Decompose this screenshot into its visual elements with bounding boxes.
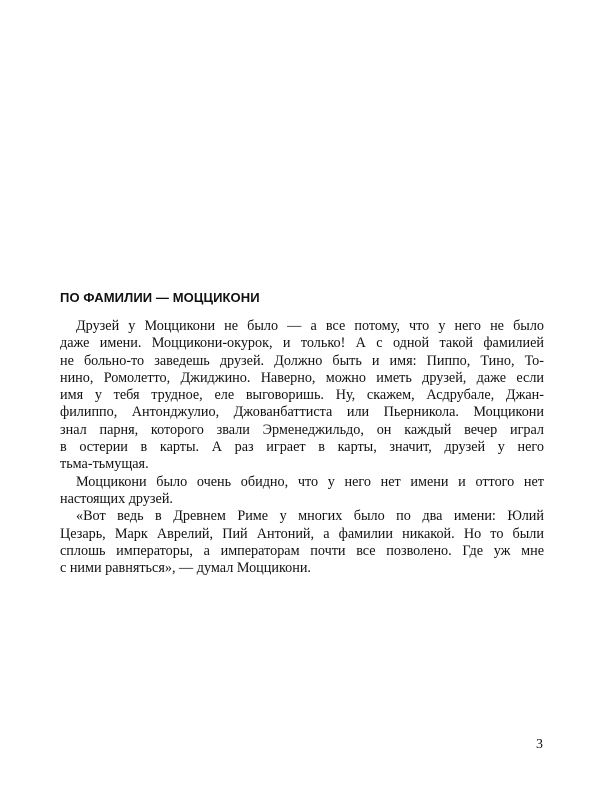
text-line: филиппо, Антонджулио, Джованбаттиста или Пьерникола. Моццикони: [60, 404, 544, 421]
text-line: нино, Ромолетто, Джиджино. Наверно, можно иметь друзей, даже если: [60, 369, 544, 386]
text-line: настоящих друзей.: [60, 490, 173, 507]
paragraph-2: [60, 474, 544, 509]
text-line: Цезарь, Марк Аврелий, Пий Антоний, а фамилии никакой. Но то были: [60, 525, 544, 542]
text-line: имя у тебя трудное, еле выговоришь. Ну, скажем, Асдрубале, Джан-: [60, 387, 544, 404]
text-line: в остерии в карты. А раз играет в карты, значит, друзей у него: [60, 439, 544, 456]
page-number: 3: [536, 737, 543, 752]
text-line: тьма-тьмущая.: [60, 456, 149, 473]
chapter-title: ПО ФАМИЛИИ — МОЦЦИКОНИ: [60, 290, 260, 305]
text-line: с ними равняться», — думал Моццикони.: [60, 560, 311, 577]
text-line: не больно-то заведешь друзей. Должно быть и имя: Пиппо, Тино, То-: [60, 352, 544, 369]
paragraph-3: [60, 508, 544, 577]
paragraph-1: [60, 318, 544, 474]
chapter-body: [60, 318, 544, 577]
text-line: сплошь императоры, а императорам почти все позволено. Где уж мне: [60, 542, 544, 559]
text-line: даже имени. Моццикони-окурок, и только! А с одной такой фамилией: [60, 335, 544, 352]
text-line: знал парня, которого звали Эрменеджильдо, он каждый вечер играл: [60, 421, 544, 438]
text-line: «Вот ведь в Древнем Риме у многих было по два имени: Юлий: [76, 508, 544, 525]
text-line: Моццикони было очень обидно, что у него нет имени и оттого нет: [76, 473, 544, 490]
text-line: Друзей у Моццикони не было — а все потому, что у него не было: [76, 318, 544, 334]
